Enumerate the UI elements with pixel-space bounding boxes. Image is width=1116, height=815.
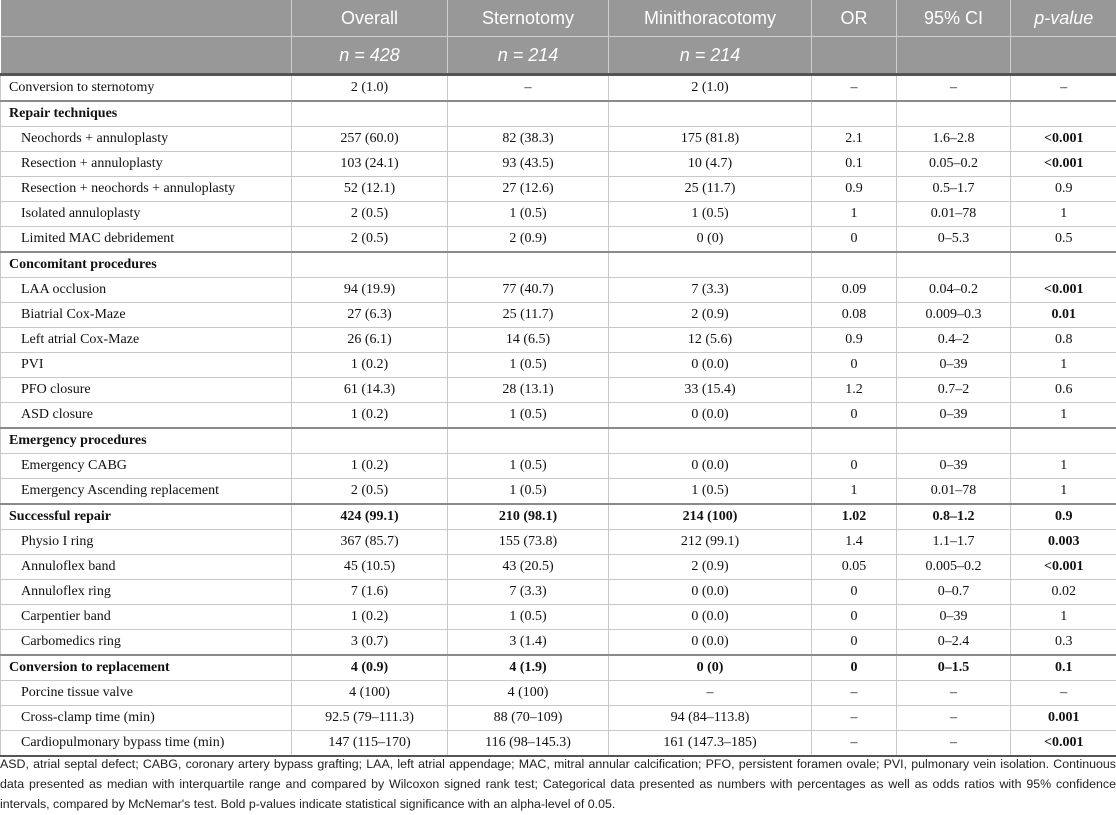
cell-or: 0.08 xyxy=(812,303,897,328)
cell-sternotomy: 14 (6.5) xyxy=(448,328,609,353)
cell-or: 2.1 xyxy=(812,127,897,152)
cell-sternotomy: 25 (11.7) xyxy=(448,303,609,328)
cell-sternotomy: 3 (1.4) xyxy=(448,630,609,656)
cell-p: 0.8 xyxy=(1011,328,1116,353)
cell-ci: 0–39 xyxy=(897,403,1011,429)
cell-ci: 0.7–2 xyxy=(897,378,1011,403)
cell-overall: 1 (0.2) xyxy=(292,353,448,378)
cell-or: 0.09 xyxy=(812,278,897,303)
cell-sternotomy: 93 (43.5) xyxy=(448,152,609,177)
table-row xyxy=(1,227,1116,253)
cell-or: 0 xyxy=(812,605,897,630)
table-row xyxy=(1,278,1116,303)
cell-ci: 0–39 xyxy=(897,454,1011,479)
cell-mini: 2 (0.9) xyxy=(609,555,812,580)
header-cell-ci: 95% CI xyxy=(897,0,1011,37)
section-row xyxy=(1,655,1116,681)
n-minithoracotomy-text: n = 214 xyxy=(679,44,741,65)
cell-overall xyxy=(292,428,448,454)
cell-sternotomy xyxy=(448,252,609,278)
cell-p: 0.001 xyxy=(1011,706,1116,731)
cell-label: Isolated annuloplasty xyxy=(1,202,292,227)
cell-mini: 2 (0.9) xyxy=(609,303,812,328)
cell-p: 1 xyxy=(1011,353,1116,378)
cell-ci: 0.04–0.2 xyxy=(897,278,1011,303)
cell-overall: 2 (0.5) xyxy=(292,227,448,253)
table-row xyxy=(1,454,1116,479)
cell-p: 1 xyxy=(1011,403,1116,429)
cell-p: <0.001 xyxy=(1011,152,1116,177)
table-row xyxy=(1,630,1116,656)
cell-label: Carpentier band xyxy=(1,605,292,630)
cell-overall: 7 (1.6) xyxy=(292,580,448,605)
cell-overall: 45 (10.5) xyxy=(292,555,448,580)
cell-mini xyxy=(609,428,812,454)
cell-label: Neochords + annuloplasty xyxy=(1,127,292,152)
cell-mini: 175 (81.8) xyxy=(609,127,812,152)
cell-p: <0.001 xyxy=(1011,278,1116,303)
cell-overall: 1 (0.2) xyxy=(292,403,448,429)
table-row xyxy=(1,530,1116,555)
cell-label: Emergency Ascending replacement xyxy=(1,479,292,505)
cell-label: Successful repair xyxy=(1,504,292,530)
cell-ci xyxy=(897,428,1011,454)
cell-ci: 0.5–1.7 xyxy=(897,177,1011,202)
cell-overall: 424 (99.1) xyxy=(292,504,448,530)
cell-p: 1 xyxy=(1011,605,1116,630)
cell-ci: 0.4–2 xyxy=(897,328,1011,353)
cell-mini: 161 (147.3–185) xyxy=(609,731,812,757)
header-row xyxy=(1,0,1116,37)
cell-p xyxy=(1011,101,1116,127)
cell-sternotomy: – xyxy=(448,75,609,102)
table-row xyxy=(1,731,1116,757)
cell-sternotomy: 77 (40.7) xyxy=(448,278,609,303)
cell-mini: 0 (0.0) xyxy=(609,403,812,429)
cell-label: Emergency procedures xyxy=(1,428,292,454)
cell-or: – xyxy=(812,731,897,757)
cell-p: 1 xyxy=(1011,479,1116,505)
table-row xyxy=(1,378,1116,403)
cell-sternotomy: 1 (0.5) xyxy=(448,479,609,505)
cell-or: 0.05 xyxy=(812,555,897,580)
cell-sternotomy: 1 (0.5) xyxy=(448,403,609,429)
section-row xyxy=(1,428,1116,454)
table-header xyxy=(1,0,1116,75)
table-row xyxy=(1,605,1116,630)
table-row xyxy=(1,353,1116,378)
table-row xyxy=(1,127,1116,152)
cell-overall: 103 (24.1) xyxy=(292,152,448,177)
cell-label: Cardiopulmonary bypass time (min) xyxy=(1,731,292,757)
section-row xyxy=(1,101,1116,127)
cell-p: 0.9 xyxy=(1011,504,1116,530)
cell-sternotomy: 1 (0.5) xyxy=(448,353,609,378)
cell-label: Biatrial Cox-Maze xyxy=(1,303,292,328)
cell-label: LAA occlusion xyxy=(1,278,292,303)
cell-p: – xyxy=(1011,681,1116,706)
cell-ci: – xyxy=(897,706,1011,731)
cell-or: – xyxy=(812,681,897,706)
cell-mini: 0 (0.0) xyxy=(609,605,812,630)
table-row xyxy=(1,681,1116,706)
cell-mini: 0 (0.0) xyxy=(609,630,812,656)
cell-overall: 52 (12.1) xyxy=(292,177,448,202)
cell-p: <0.001 xyxy=(1011,731,1116,757)
cell-ci: 0–2.4 xyxy=(897,630,1011,656)
cell-overall: 4 (100) xyxy=(292,681,448,706)
cell-overall xyxy=(292,252,448,278)
cell-mini: 214 (100) xyxy=(609,504,812,530)
cell-label: Porcine tissue valve xyxy=(1,681,292,706)
cell-label: Physio I ring xyxy=(1,530,292,555)
cell-overall: 367 (85.7) xyxy=(292,530,448,555)
cell-mini: 10 (4.7) xyxy=(609,152,812,177)
header-cell-or: OR xyxy=(812,0,897,37)
cell-mini: 1 (0.5) xyxy=(609,479,812,505)
cell-sternotomy: 1 (0.5) xyxy=(448,605,609,630)
cell-overall: 92.5 (79–111.3) xyxy=(292,706,448,731)
cell-sternotomy xyxy=(448,101,609,127)
cell-overall: 27 (6.3) xyxy=(292,303,448,328)
cell-or: 1.4 xyxy=(812,530,897,555)
cell-ci: 0.01–78 xyxy=(897,479,1011,505)
cell-or: 1 xyxy=(812,479,897,505)
n-cell-ci xyxy=(897,37,1011,75)
cell-label: Left atrial Cox-Maze xyxy=(1,328,292,353)
section-row xyxy=(1,504,1116,530)
cell-mini: 7 (3.3) xyxy=(609,278,812,303)
cell-p xyxy=(1011,428,1116,454)
cell-or: 0 xyxy=(812,227,897,253)
cell-label: ASD closure xyxy=(1,403,292,429)
cell-label: Concomitant procedures xyxy=(1,252,292,278)
cell-sternotomy xyxy=(448,428,609,454)
table-footnote: ASD, atrial septal defect; CABG, coronary artery bypass grafting; LAA, left atrial appendage; MAC, mitral annular calcification; PFO, persistent foramen ovale; PVI, pulmonary vein isolation. Continuous data presented as median with interquartile range and compared by Wilcoxon signed rank test; Categorical data presented as numbers with percentages as well as odds ratios with 95% confidence intervals, compared by McNemar's test. Bold p-values indicate statistical significance with an alpha-level of 0.05. xyxy=(0,757,1116,811)
cell-ci: 0.009–0.3 xyxy=(897,303,1011,328)
header-cell-overall: Overall xyxy=(292,0,448,37)
cell-label: Carbomedics ring xyxy=(1,630,292,656)
cell-overall: 94 (19.9) xyxy=(292,278,448,303)
cell-ci: – xyxy=(897,731,1011,757)
cell-sternotomy: 1 (0.5) xyxy=(448,454,609,479)
cell-sternotomy: 43 (20.5) xyxy=(448,555,609,580)
cell-mini: – xyxy=(609,681,812,706)
cell-overall: 257 (60.0) xyxy=(292,127,448,152)
cell-overall: 61 (14.3) xyxy=(292,378,448,403)
cell-mini: 0 (0.0) xyxy=(609,353,812,378)
n-cell-overall xyxy=(292,37,448,75)
cell-p: 0.1 xyxy=(1011,655,1116,681)
n-cell-label xyxy=(1,37,292,75)
cell-sternotomy: 88 (70–109) xyxy=(448,706,609,731)
cell-p: 0.01 xyxy=(1011,303,1116,328)
header-n-row xyxy=(1,37,1116,75)
cell-mini: 0 (0.0) xyxy=(609,454,812,479)
cell-mini: 25 (11.7) xyxy=(609,177,812,202)
cell-ci: 1.6–2.8 xyxy=(897,127,1011,152)
cell-mini xyxy=(609,101,812,127)
cell-overall: 1 (0.2) xyxy=(292,454,448,479)
cell-sternotomy: 4 (1.9) xyxy=(448,655,609,681)
cell-overall: 147 (115–170) xyxy=(292,731,448,757)
cell-overall: 2 (0.5) xyxy=(292,479,448,505)
cell-p: 0.5 xyxy=(1011,227,1116,253)
table-row xyxy=(1,303,1116,328)
header-cell-label xyxy=(1,0,292,37)
table-row xyxy=(1,328,1116,353)
cell-label: Resection + neochords + annuloplasty xyxy=(1,177,292,202)
cell-overall: 4 (0.9) xyxy=(292,655,448,681)
cell-ci: 1.1–1.7 xyxy=(897,530,1011,555)
cell-sternotomy: 210 (98.1) xyxy=(448,504,609,530)
cell-label: Annuloflex band xyxy=(1,555,292,580)
cell-or xyxy=(812,428,897,454)
cell-or: 0 xyxy=(812,580,897,605)
section-row xyxy=(1,252,1116,278)
cell-ci: 0–39 xyxy=(897,353,1011,378)
cell-p: <0.001 xyxy=(1011,555,1116,580)
cell-overall xyxy=(292,101,448,127)
cell-or: – xyxy=(812,75,897,102)
header-cell-p-value xyxy=(1011,0,1116,37)
cell-mini: 2 (1.0) xyxy=(609,75,812,102)
table-row xyxy=(1,555,1116,580)
cell-ci: 0.05–0.2 xyxy=(897,152,1011,177)
table-row xyxy=(1,403,1116,429)
cell-ci: – xyxy=(897,681,1011,706)
cell-mini: 33 (15.4) xyxy=(609,378,812,403)
cell-ci xyxy=(897,101,1011,127)
cell-ci: 0–5.3 xyxy=(897,227,1011,253)
cell-label: Limited MAC debridement xyxy=(1,227,292,253)
cell-p: <0.001 xyxy=(1011,127,1116,152)
header-p-value-text: p-value xyxy=(1034,7,1094,28)
cell-or: 0.9 xyxy=(812,177,897,202)
n-cell-or xyxy=(812,37,897,75)
cell-mini: 0 (0) xyxy=(609,655,812,681)
table-row xyxy=(1,580,1116,605)
n-cell-sternotomy xyxy=(448,37,609,75)
cell-label: Cross-clamp time (min) xyxy=(1,706,292,731)
cell-p: 1 xyxy=(1011,454,1116,479)
cell-or: 1.02 xyxy=(812,504,897,530)
cell-or: 0 xyxy=(812,454,897,479)
cell-or: 1 xyxy=(812,202,897,227)
cell-or: 1.2 xyxy=(812,378,897,403)
cell-label: Repair techniques xyxy=(1,101,292,127)
cell-or: 0.9 xyxy=(812,328,897,353)
cell-or xyxy=(812,252,897,278)
n-overall-text: n = 428 xyxy=(339,44,400,65)
cell-sternotomy: 7 (3.3) xyxy=(448,580,609,605)
cell-label: PVI xyxy=(1,353,292,378)
cell-or: 0 xyxy=(812,655,897,681)
cell-p: – xyxy=(1011,75,1116,102)
cell-label: PFO closure xyxy=(1,378,292,403)
cell-p: 0.02 xyxy=(1011,580,1116,605)
cell-mini: 0 (0) xyxy=(609,227,812,253)
cell-sternotomy: 116 (98–145.3) xyxy=(448,731,609,757)
cell-mini: 94 (84–113.8) xyxy=(609,706,812,731)
cell-or xyxy=(812,101,897,127)
cell-or: 0 xyxy=(812,403,897,429)
table-row xyxy=(1,75,1116,102)
cell-label: Conversion to replacement xyxy=(1,655,292,681)
cell-p: 1 xyxy=(1011,202,1116,227)
cell-mini: 1 (0.5) xyxy=(609,202,812,227)
cell-label: Conversion to sternotomy xyxy=(1,75,292,102)
cell-overall: 2 (1.0) xyxy=(292,75,448,102)
table-row xyxy=(1,479,1116,505)
cell-or: 0 xyxy=(812,630,897,656)
n-sternotomy-text: n = 214 xyxy=(497,44,559,65)
header-cell-sternotomy: Sternotomy xyxy=(448,0,609,37)
cell-overall: 26 (6.1) xyxy=(292,328,448,353)
cell-or: 0 xyxy=(812,353,897,378)
header-cell-minithoracotomy: Minithoracotomy xyxy=(609,0,812,37)
cell-p: 0.003 xyxy=(1011,530,1116,555)
table-row xyxy=(1,152,1116,177)
cell-or: – xyxy=(812,706,897,731)
cell-sternotomy: 82 (38.3) xyxy=(448,127,609,152)
cell-ci: 0.005–0.2 xyxy=(897,555,1011,580)
cell-overall: 2 (0.5) xyxy=(292,202,448,227)
table-row xyxy=(1,202,1116,227)
cell-p xyxy=(1011,252,1116,278)
table-row xyxy=(1,177,1116,202)
n-cell-minithoracotomy xyxy=(609,37,812,75)
cell-ci: 0.8–1.2 xyxy=(897,504,1011,530)
n-cell-p xyxy=(1011,37,1116,75)
cell-label: Resection + annuloplasty xyxy=(1,152,292,177)
cell-or: 0.1 xyxy=(812,152,897,177)
cell-sternotomy: 155 (73.8) xyxy=(448,530,609,555)
cell-sternotomy: 28 (13.1) xyxy=(448,378,609,403)
cell-mini: 0 (0.0) xyxy=(609,580,812,605)
cell-mini xyxy=(609,252,812,278)
cell-overall: 1 (0.2) xyxy=(292,605,448,630)
cell-overall: 3 (0.7) xyxy=(292,630,448,656)
cell-ci: 0–1.5 xyxy=(897,655,1011,681)
cell-ci: – xyxy=(897,75,1011,102)
cell-mini: 12 (5.6) xyxy=(609,328,812,353)
cell-p: 0.9 xyxy=(1011,177,1116,202)
cell-ci xyxy=(897,252,1011,278)
table-row xyxy=(1,706,1116,731)
cell-sternotomy: 27 (12.6) xyxy=(448,177,609,202)
cell-p: 0.6 xyxy=(1011,378,1116,403)
cell-sternotomy: 2 (0.9) xyxy=(448,227,609,253)
table-body xyxy=(1,75,1116,757)
cell-ci: 0–0.7 xyxy=(897,580,1011,605)
cell-ci: 0.01–78 xyxy=(897,202,1011,227)
cell-mini: 212 (99.1) xyxy=(609,530,812,555)
cell-sternotomy: 4 (100) xyxy=(448,681,609,706)
cell-label: Emergency CABG xyxy=(1,454,292,479)
cell-label: Annuloflex ring xyxy=(1,580,292,605)
cell-ci: 0–39 xyxy=(897,605,1011,630)
cell-p: 0.3 xyxy=(1011,630,1116,656)
cell-sternotomy: 1 (0.5) xyxy=(448,202,609,227)
